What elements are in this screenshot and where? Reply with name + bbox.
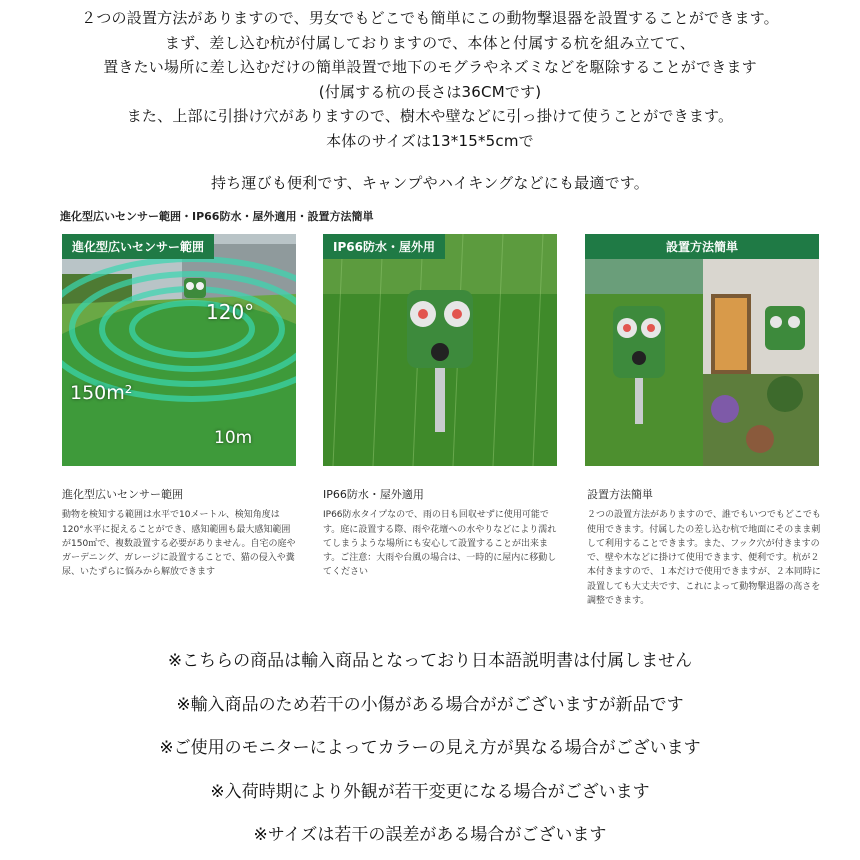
intro-line: 本体のサイズは13*15*5cmで xyxy=(326,131,534,150)
column-body: ２つの設置方法がありますので、誰でもいつでもどこでも使用できます。付属したの差し込む杭で地面にそのまま刺して利用することできます。また、フック穴が付きますので、壁や木などに掛けて使用できます、便利です。杭が２本付きますので、１本だけで使用できますが、２本同時に設置しても大丈夫です、これによって動物撃退器の高さを調整できます。 xyxy=(587,510,821,607)
feature-heading: 進化型広いセンサー範囲・IP66防水・屋外適用・設置方法簡単 xyxy=(60,210,374,223)
notice-item: ※こちらの商品は輸入商品となっており日本語説明書は付属しません xyxy=(167,651,693,671)
distance-label: 10m xyxy=(214,428,253,448)
feature-column xyxy=(62,488,298,580)
intro-line: また、上部に引掛け穴がありますので、樹木や壁などに引っ掛けて使うことができます。 xyxy=(126,107,734,125)
column-title: IP66防水・屋外適用 xyxy=(323,488,424,501)
column-body: 動物を検知する範囲は水平で10メートル、検知角度は120°水平に捉えることができ、感知範囲も最大感知範囲が150㎡で、複数設置する必要がありません。自宅の庭やガーデニング、ガレージに設置することで、猫の侵入や糞尿、いたずらに悩みから解放できます xyxy=(62,510,296,578)
installation-image xyxy=(585,234,819,466)
area-label: 150m² xyxy=(70,382,133,404)
column-title: 進化型広いセンサー範囲 xyxy=(62,488,183,501)
notice-list xyxy=(0,640,860,858)
notice-item: ※入荷時期により外観が若干変更になる場合がございます xyxy=(210,781,650,802)
notice-item: ※ご使用のモニターによってカラーの見え方が異なる場合がございます xyxy=(159,738,701,758)
feature-column xyxy=(323,488,559,580)
notice-item: ※輸入商品のため若干の小傷がある場合ががございますが新品です xyxy=(176,694,684,715)
intro-line: (付属する杭の長さは36CMです) xyxy=(318,82,542,101)
waterproof-image xyxy=(323,234,557,466)
panel-tag: 設置方法簡単 xyxy=(585,234,819,259)
panel-tag: 進化型広いセンサー範囲 xyxy=(62,234,214,259)
column-body: IP66防水タイプなので、雨の日も回収せずに使用可能です。庭に設置する際、雨や花壇への水やりなどにより濡れてしまうような場所にも安心して設置することが出来ます。ご注意：大雨や台風の場合は、一時的に屋内に移動してください xyxy=(323,510,557,578)
intro-line: 置きたい場所に差し込むだけの簡単設置で地下のモグラやネズミなどを駆除することができます xyxy=(103,58,757,76)
sensor-range-image xyxy=(62,234,296,466)
intro-line: まず、差し込む杭が付属しておりますので、本体と付属する杭を組み立てて、 xyxy=(164,33,696,52)
angle-label: 120° xyxy=(206,300,255,324)
panel-tag: IP66防水・屋外用 xyxy=(323,234,445,259)
notice-item: ※サイズは若干の誤差がある場合がございます xyxy=(253,825,607,845)
intro-line: 持ち運びも便利です、キャンプやハイキングなどにも最適です。 xyxy=(211,174,649,192)
intro-line: ２つの設置方法がありますので、男女でもどこでも簡単にこの動物撃退器を設置することができます。 xyxy=(81,9,779,27)
feature-column xyxy=(587,488,823,608)
column-title: 設置方法簡単 xyxy=(587,488,653,501)
intro-text xyxy=(0,6,860,196)
